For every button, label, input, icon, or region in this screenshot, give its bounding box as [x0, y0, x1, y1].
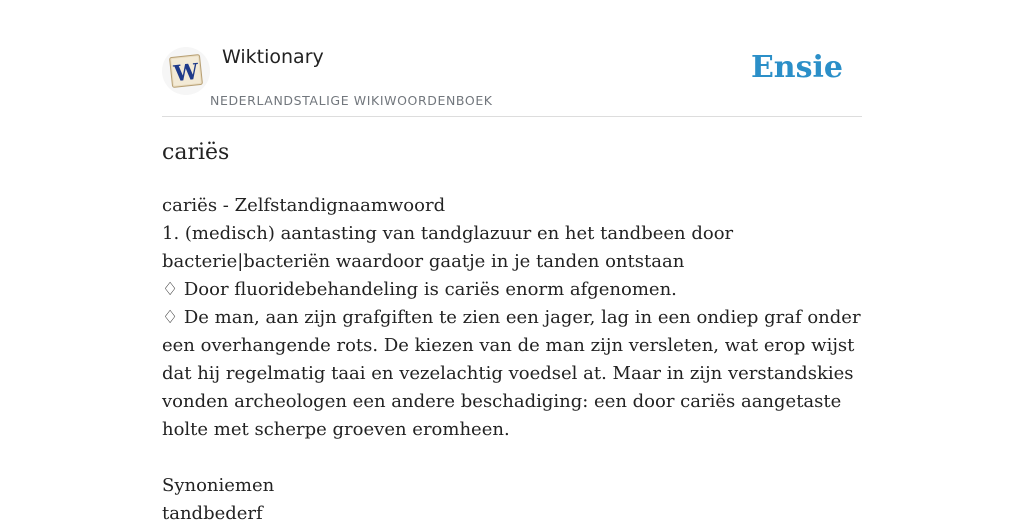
synonyms-heading: Synoniemen — [162, 475, 275, 496]
definition: 1. (medisch) aantasting van tandglazuur en het tandbeen door bacterie|bacteriën waardoor gaatje in je tanden ontstaan — [162, 223, 734, 272]
example-1: ♢ Door fluoridebehandeling is cariës enorm afgenomen. — [162, 279, 677, 300]
page — [162, 0, 862, 524]
spacer — [162, 444, 862, 472]
ensie-brand-link[interactable]: Ensie — [750, 50, 843, 85]
site-name[interactable]: Wiktionary — [222, 46, 324, 68]
page-title: cariës — [162, 140, 230, 165]
synonym-item: tandbederf — [162, 503, 263, 524]
part-of-speech-line: cariës - Zelfstandignaamwoord — [162, 195, 446, 216]
wiktionary-logo-icon[interactable] — [162, 47, 210, 95]
example-2: ♢ De man, aan zijn grafgiften te zien een jager, lag in een ondiep graf onder een overhangende rots. De kiezen van de man zijn versleten, wat erop wijst dat hij regelmatig taai en vezelachtig voedsel at. Maar in zijn verstandskies vonden archeologen een andere beschadiging: een door cariës aangetaste holte met scherpe groeven eromheen. — [162, 307, 861, 440]
svg-text:W: W — [172, 58, 200, 88]
site-tagline: NEDERLANDSTALIGE WIKIWOORDENBOEK — [210, 93, 493, 108]
entry-content — [162, 192, 862, 528]
site-header — [162, 0, 862, 117]
